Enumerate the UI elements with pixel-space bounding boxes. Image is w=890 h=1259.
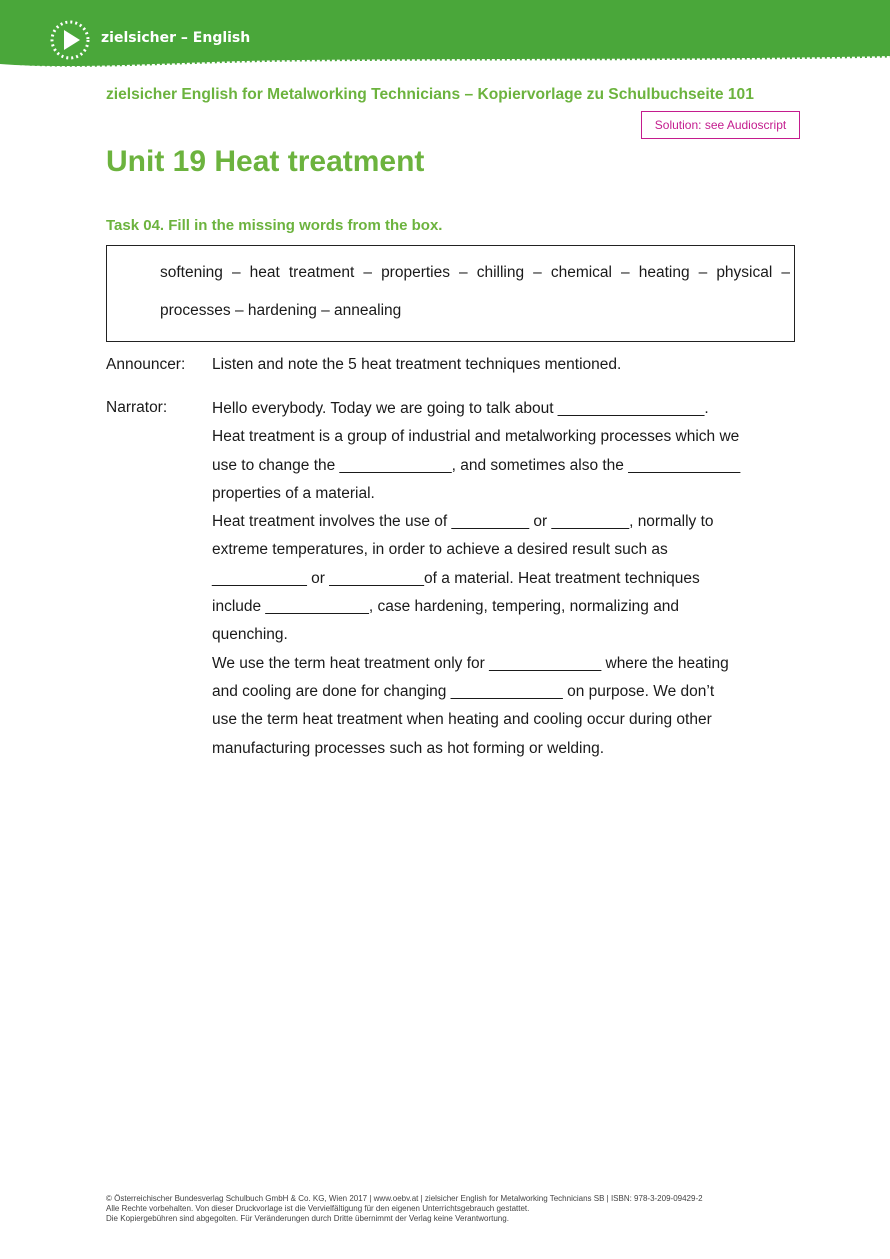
narrator-line: Heat treatment is a group of industrial and metalworking processes which we [212,428,740,446]
narrator-label: Narrator: [106,399,168,416]
copyright-footer [106,1194,703,1224]
narrator-line: Heat treatment involves the use of _________ or _________, normally to [212,513,714,531]
narrator-line: include ____________, case hardening, tempering, normalizing and [212,598,680,616]
narrator-line: use to change the _____________, and sometimes also the _____________ [212,456,741,474]
task-title: Task 04. Fill in the missing words from the box. [106,217,443,234]
brand-name: zielsicher – English [101,30,251,46]
announcer-label: Announcer: [106,356,186,373]
solution-note: Solution: see Audioscript [641,111,800,139]
series-line: zielsicher English for Metalworking Technicians – Kopiervorlage zu Schulbuchseite 101 [106,86,754,103]
narrator-line: Hello everybody. Today we are going to talk about _________________. [212,400,709,417]
page-title: Unit 19 Heat treatment [106,145,425,178]
word-box-line-1: softening – heat treatment – properties – chilling – chemical – heating – physical – [160,264,790,281]
footer-line: Die Kopiergebühren sind abgegolten. Für Veränderungen durch Dritte übernimmt der Verlag keine Verantwortung. [106,1214,509,1223]
narrator-line: use the term heat treatment when heating and cooling occur during other [212,711,712,729]
narrator-text [212,399,792,767]
narrator-line: quenching. [212,626,288,644]
word-box [106,245,795,342]
narrator-line: ___________ or ___________of a material. Heat treatment techniques [212,569,700,587]
narrator-line: manufacturing processes such as hot forming or welding. [212,739,605,757]
word-box-line-2: processes – hardening – annealing [160,302,402,319]
narrator-line: We use the term heat treatment only for _____________ where the heating [212,654,729,672]
footer-line: © Österreichischer Bundesverlag Schulbuch GmbH & Co. KG, Wien 2017 | www.oebv.at | zielsicher English for Metalworking Technicians SB | ISBN: 978-3-209-09429-2 [106,1194,703,1203]
announcer-text: Listen and note the 5 heat treatment techniques mentioned. [212,356,622,373]
narrator-line: extreme temperatures, in order to achieve a desired result such as [212,541,668,559]
footer-line: Alle Rechte vorbehalten. Von dieser Druckvorlage ist die Vervielfältigung für den eigenen Unterrichtsgebrauch gestattet. [106,1204,530,1213]
narrator-line: and cooling are done for changing _____________ on purpose. We don’t [212,682,715,700]
narrator-line: properties of a material. [212,484,375,502]
